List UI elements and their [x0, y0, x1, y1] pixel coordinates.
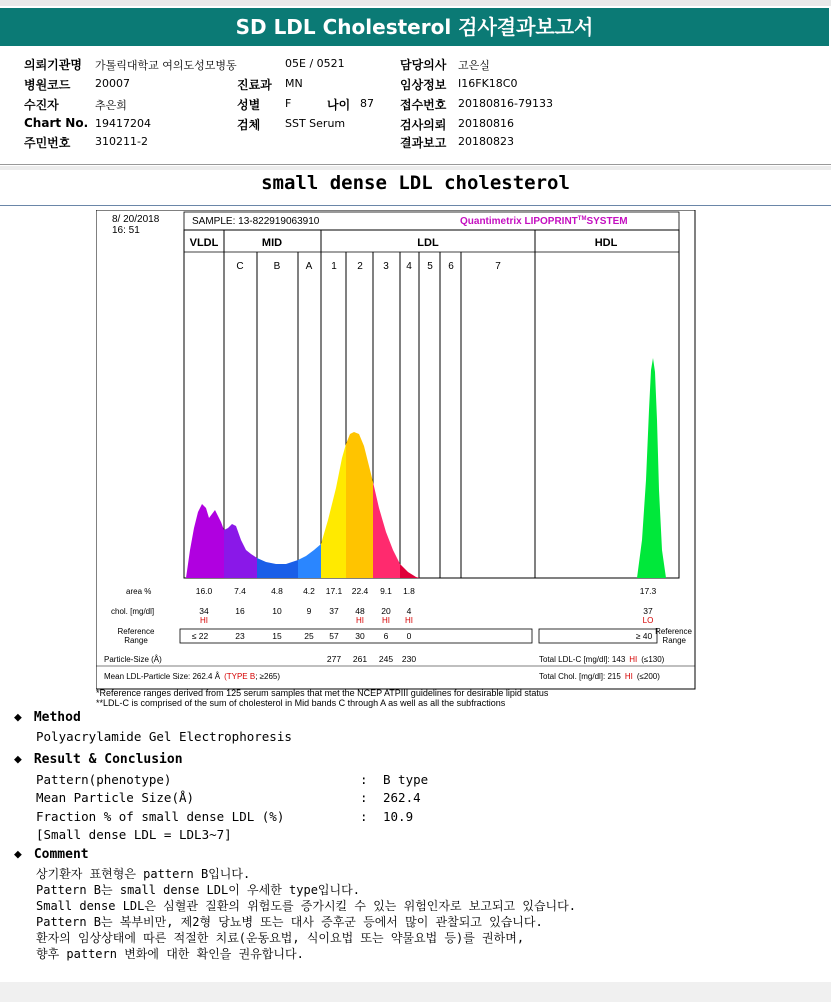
- comment-line: Small dense LDL은 심혈관 질환의 위험도를 증가시킬 수 있는 위험인자로 보고되고 있습니다.: [36, 899, 576, 913]
- mean-tail: ; ≥265): [255, 672, 281, 681]
- chol-value: 10: [272, 606, 282, 616]
- ps-value: 230: [401, 654, 417, 664]
- group-hdl: HDL: [594, 237, 618, 249]
- diamond-icon: ◆: [14, 752, 22, 767]
- result-colon: :: [360, 809, 368, 824]
- area-value: 17.3: [639, 586, 657, 596]
- chol-value: 9: [306, 606, 312, 616]
- divider: [0, 205, 831, 206]
- comment-line: Pattern B는 복부비만, 제2형 당뇨병 또는 대사 증후군 등에서 많이 관찰되고 있습니다.: [36, 915, 543, 929]
- hi-flag: HI: [405, 616, 413, 625]
- ref-value: 25: [304, 631, 314, 641]
- lo-flag: LO: [642, 616, 654, 625]
- band-label: B: [273, 261, 281, 272]
- ref-value: 6: [383, 631, 389, 641]
- total-ldl: [539, 655, 665, 664]
- band-label: 3: [383, 261, 389, 272]
- chol-value: 16: [235, 606, 245, 616]
- lipoprint-report: [96, 210, 696, 690]
- chol-label: chol. [mg/dl]: [111, 607, 155, 616]
- band-label: 2: [357, 261, 363, 272]
- result-colon: :: [360, 790, 368, 805]
- mean-type: (TYPE B: [224, 672, 256, 681]
- result-value: 262.4: [383, 790, 421, 805]
- brand-text: Quantimetrix LIPOPRINT: [460, 216, 578, 227]
- hi-flag: HI: [382, 616, 390, 625]
- method-title-text: Method: [33, 710, 81, 725]
- info-label: 병원코드: [24, 78, 71, 92]
- total-chol: [539, 672, 660, 681]
- band-label: A: [305, 261, 313, 272]
- group-ldl: LDL: [417, 237, 439, 249]
- ref-label: Reference: [117, 627, 155, 636]
- area-value: 17.1: [325, 586, 343, 596]
- chol-value: 37: [643, 606, 653, 616]
- band-label: C: [236, 261, 244, 272]
- info-label: 담당의사: [400, 58, 447, 72]
- info-value: 20180823: [458, 135, 514, 148]
- result-key: Fraction % of small dense LDL (%): [36, 809, 285, 824]
- specimen-label: 검체: [237, 118, 261, 132]
- total-chol-text: Total Chol. [mg/dl]: 215: [539, 672, 621, 681]
- comment-line: 향후 pattern 변화에 대한 확인을 권유합니다.: [36, 947, 304, 961]
- method-text: Polyacrylamide Gel Electrophoresis: [36, 729, 292, 744]
- specimen-value: SST Serum: [285, 117, 346, 130]
- age-value: 87: [360, 97, 374, 110]
- footnote: *Reference ranges derived from 125 serum samples that met the NCEP ATPIII guidelines for desirable lipid status: [96, 688, 549, 698]
- area-value: 1.8: [403, 586, 415, 596]
- comment-title: [14, 847, 89, 862]
- result-title: [14, 752, 183, 767]
- ref-label: Range: [124, 636, 148, 645]
- result-key: Mean Particle Size(Å): [36, 790, 195, 805]
- comment-line: Pattern B는 small dense LDL이 우세한 type입니다.: [36, 883, 360, 897]
- band-label: 5: [427, 261, 433, 272]
- chol-value: 37: [329, 606, 339, 616]
- band-label: 4: [406, 261, 412, 272]
- ps-value: 245: [378, 654, 394, 664]
- info-label: 주민번호: [24, 136, 71, 150]
- info-label: 결과보고: [400, 136, 447, 150]
- diamond-icon: ◆: [14, 847, 22, 862]
- chol-value: 4: [406, 606, 412, 616]
- divider: [0, 166, 831, 170]
- area-value: 22.4: [351, 586, 369, 596]
- mean-size-text: Mean LDL-Particle Size: 262.4 Å: [104, 672, 221, 681]
- info-label: 수진자: [24, 98, 59, 112]
- hi-flag: HI: [356, 616, 364, 625]
- band-label: 1: [331, 261, 337, 272]
- ref-value: 0: [406, 631, 412, 641]
- result-note: [Small dense LDL = LDL3~7]: [36, 827, 232, 842]
- group-mid: MID: [261, 237, 283, 249]
- total-chol-ref: (≤200): [636, 672, 660, 681]
- sex-value: F: [285, 97, 292, 110]
- ref-value: 30: [355, 631, 365, 641]
- chol-value: 34: [199, 606, 209, 616]
- result-key: Pattern(phenotype): [36, 772, 172, 787]
- section-subtitle: small dense LDL cholesterol: [261, 172, 570, 194]
- total-chol-flag: HI: [624, 672, 633, 681]
- info-value: 20180816-79133: [458, 97, 553, 110]
- total-ldl-ref: (≤130): [641, 655, 665, 664]
- chol-value: 48: [355, 606, 365, 616]
- divider: [0, 164, 831, 165]
- area-value: 4.2: [303, 586, 315, 596]
- ps-value: 261: [352, 654, 368, 664]
- report-date: 8/ 20/2018: [112, 214, 160, 225]
- info-value: 20180816: [458, 117, 514, 130]
- ref-value-hdl: ≥ 40: [635, 631, 653, 641]
- ref-value: 15: [272, 631, 282, 641]
- area-value: 16.0: [195, 586, 213, 596]
- ps-value: 277: [326, 654, 342, 664]
- ref-value: ≤ 22: [191, 631, 209, 641]
- info-label: 의뢰기관명: [24, 58, 82, 72]
- comment-line: 상기환자 표현형은 pattern B입니다.: [36, 867, 251, 881]
- info-label: 접수번호: [400, 98, 447, 112]
- area-label: area %: [126, 587, 152, 596]
- result-value: 10.9: [383, 809, 414, 824]
- band-label: 7: [495, 261, 501, 272]
- report-time: 16: 51: [112, 225, 140, 236]
- comment-title-text: Comment: [33, 847, 89, 862]
- info-value: 가톨릭대학교 여의도성모병동: [95, 59, 237, 72]
- result-value: B type: [383, 772, 429, 787]
- info-value: I16FK18C0: [458, 77, 518, 90]
- dept-value: MN: [285, 77, 303, 90]
- brand-name: [460, 216, 628, 227]
- footnote: **LDL-C is comprised of the sum of cholesterol in Mid bands C through A as well as all the subfractions: [96, 698, 506, 708]
- info-label: Chart No.: [24, 116, 89, 130]
- info-value: 19417204: [95, 117, 151, 130]
- total-ldl-flag: HI: [629, 655, 638, 664]
- chol-value: 20: [381, 606, 391, 616]
- mean-size: [104, 672, 280, 681]
- info-value: 추은희: [95, 99, 127, 112]
- footnotes: [96, 688, 548, 708]
- age-label: 나이: [327, 98, 351, 112]
- info-value: 20007: [95, 77, 130, 90]
- info-value: 310211-2: [95, 135, 148, 148]
- ref-label-right: Reference: [655, 627, 692, 636]
- info-value: 고은실: [458, 59, 490, 72]
- area-value: 7.4: [234, 586, 246, 596]
- info-label: 검사의뢰: [400, 118, 447, 132]
- band-label: 6: [448, 261, 454, 272]
- dept-label: 진료과: [237, 78, 272, 92]
- result-title-text: Result & Conclusion: [33, 752, 183, 767]
- brand-tail: SYSTEM: [586, 216, 628, 227]
- report-frame: [96, 210, 695, 689]
- top-strip: [0, 0, 831, 6]
- comment-line: 환자의 임상상태에 따른 적절한 치료(운동요법, 식이요법 또는 약물요법 등)를 권하며,: [36, 931, 525, 945]
- group-vldl: VLDL: [189, 237, 219, 249]
- ref-value: 57: [329, 631, 339, 641]
- sample-id: SAMPLE: 13-822919063910: [192, 216, 320, 227]
- patient-info: [0, 50, 829, 165]
- info-label: 임상정보: [400, 78, 447, 92]
- ps-label: Particle-Size (Å): [104, 655, 162, 664]
- hi-flag: HI: [200, 616, 208, 625]
- ref-label-right: Range: [662, 636, 686, 645]
- brand-tm: TM: [577, 216, 587, 222]
- bottom-strip: [0, 982, 831, 1002]
- total-ldl-text: Total LDL-C [mg/dl]: 143: [539, 655, 626, 664]
- ref-value: 23: [235, 631, 245, 641]
- diamond-icon: ◆: [14, 710, 22, 725]
- ward-value: 05E / 0521: [285, 57, 345, 70]
- area-value: 9.1: [380, 586, 392, 596]
- area-value: 4.8: [271, 586, 283, 596]
- result-colon: :: [360, 772, 368, 787]
- sex-label: 성별: [237, 98, 261, 112]
- method-title: [14, 710, 81, 725]
- report-title: SD LDL Cholesterol 검사결과보고서: [0, 8, 829, 46]
